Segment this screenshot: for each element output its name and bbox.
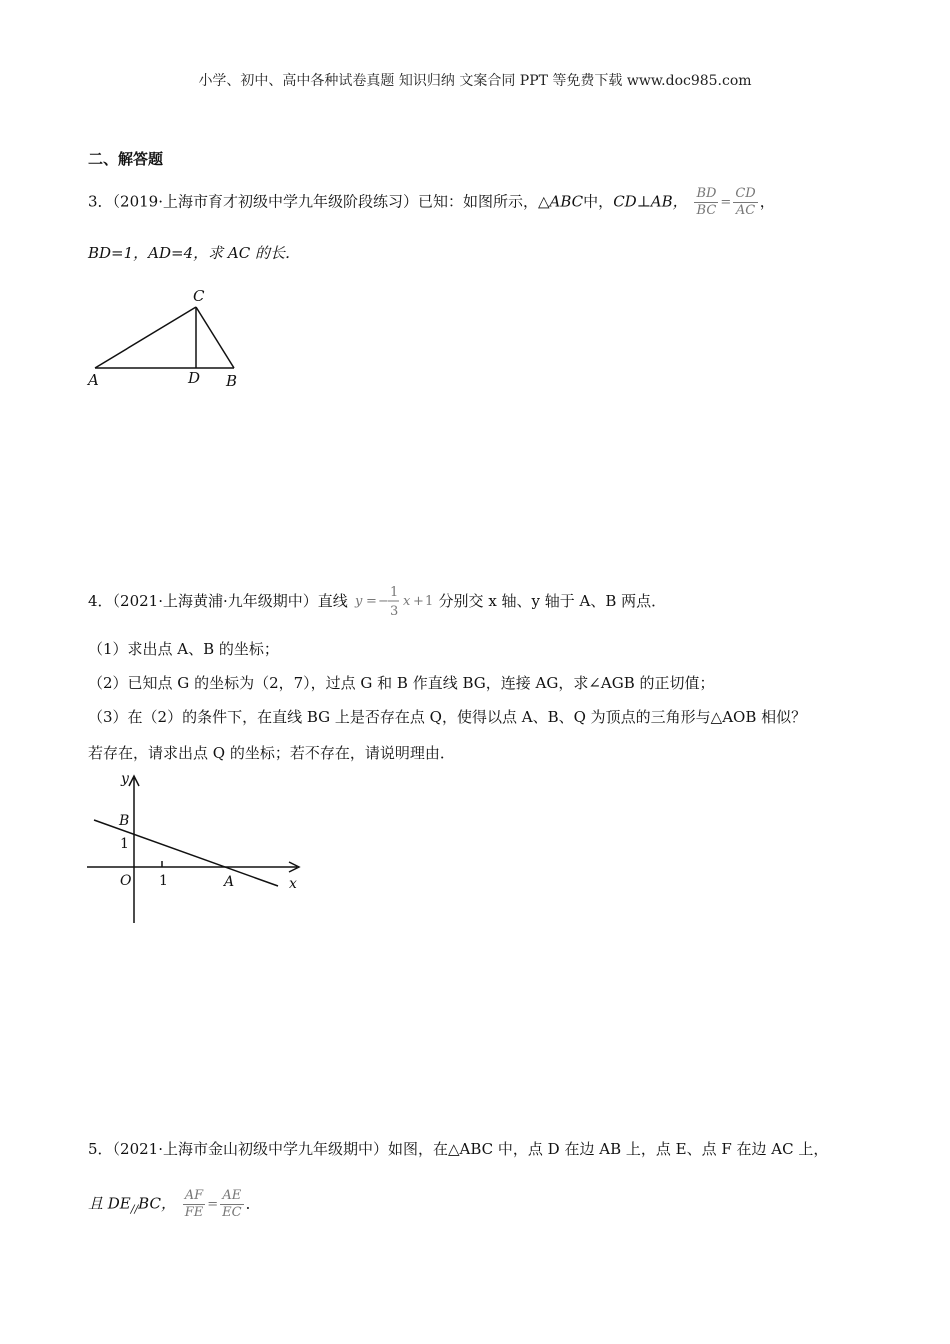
svg-text:1: 1 bbox=[424, 594, 433, 609]
page-header: 小学、初中、高中各种试卷真题 知识归纳 文案合同 PPT 等免费下载 www.doc985.com bbox=[198, 73, 752, 89]
segment-ac bbox=[95, 307, 196, 368]
q5-equals: = bbox=[207, 1197, 219, 1212]
q5-fraction-af-fe: $\frac{AF}{FE}$ bbox=[184, 1188, 204, 1220]
label-b: B bbox=[226, 372, 238, 390]
label-a: A bbox=[224, 874, 235, 890]
q3-triangle-figure bbox=[80, 280, 260, 395]
q3-mid: 中， bbox=[583, 192, 614, 211]
label-a: A bbox=[88, 371, 99, 389]
svg-text:x: x bbox=[402, 594, 410, 609]
q5-fraction-ae-ec: $\frac{AE}{EC}$ bbox=[222, 1188, 242, 1220]
q5-line1 bbox=[88, 1138, 828, 1159]
section-title: 二、解答题 bbox=[88, 150, 164, 168]
q4-coordinate-figure bbox=[82, 768, 312, 928]
q4-formula bbox=[353, 584, 439, 620]
q5-parallel: // bbox=[130, 1202, 139, 1216]
svg-text:1: 1 bbox=[389, 585, 398, 600]
q5-bc: BC， bbox=[138, 1194, 176, 1213]
q3-cd-ab: CD⊥AB， bbox=[613, 192, 688, 211]
segment-cb bbox=[196, 307, 234, 368]
svg-text:=: = bbox=[365, 594, 377, 609]
label-o: O bbox=[120, 873, 132, 889]
q4-number: 4． bbox=[88, 592, 113, 610]
svg-text:+: + bbox=[412, 594, 424, 609]
q4-part3b: 若存在，请求出点 Q 的坐标；若不存在，请说明理由． bbox=[88, 744, 455, 762]
svg-text:y: y bbox=[354, 594, 362, 609]
q4-source: （2021·上海黄浦·九年级期中）直线 bbox=[112, 592, 348, 610]
q5-source: （2021·上海市金山初级中学九年级期中）如图，在△ABC 中，点 D 在边 AB 上，点 E、点 F 在边 AC 上， bbox=[112, 1140, 829, 1158]
q3-fraction-cd-ac: $\frac{CD}{AC}$ bbox=[735, 186, 756, 218]
q3-abc: ABC bbox=[549, 192, 584, 211]
q5-de: 且 DE bbox=[88, 1194, 131, 1213]
q3-line1 bbox=[88, 186, 775, 219]
label-b: B bbox=[119, 813, 130, 829]
q3-number: 3． bbox=[88, 192, 113, 211]
q4-part2: （2）已知点 G 的坐标为（2，7），过点 G 和 B 作直线 BG，连接 AG，求∠AGB 的正切值； bbox=[88, 674, 715, 692]
label-x-1: 1 bbox=[159, 873, 168, 889]
q3-fraction-bd-bc: $\frac{BD}{BC}$ bbox=[696, 186, 717, 218]
label-y: y bbox=[121, 771, 129, 787]
svg-text:3: 3 bbox=[389, 604, 398, 619]
q3-tail: ， bbox=[759, 192, 775, 211]
label-x: x bbox=[289, 876, 297, 892]
q3-line2: BD=1，AD=4，求 AC 的长． bbox=[88, 244, 300, 262]
svg-text:−: − bbox=[377, 594, 389, 609]
label-c: C bbox=[193, 287, 205, 305]
q3-triangle: △ bbox=[538, 192, 550, 211]
q4-part3: （3）在（2）的条件下，在直线 BG 上是否存在点 Q，使得以点 A、B、Q 为顶点的三角形与△AOB 相似？ bbox=[88, 708, 807, 726]
q3-source: （2019·上海市育才初级中学九年级阶段练习）已知：如图所示， bbox=[112, 192, 538, 211]
label-d: D bbox=[188, 369, 201, 387]
q5-number: 5． bbox=[88, 1140, 113, 1158]
q4-part1: （1）求出点 A、B 的坐标； bbox=[88, 640, 279, 658]
q4-after: 分别交 x 轴、y 轴于 A、B 两点． bbox=[438, 592, 667, 610]
q4-line1 bbox=[88, 584, 666, 620]
q5-tail: ． bbox=[245, 1194, 261, 1213]
q5-line2 bbox=[88, 1188, 261, 1221]
label-y-1: 1 bbox=[120, 836, 129, 852]
q3-equals: = bbox=[720, 195, 732, 210]
